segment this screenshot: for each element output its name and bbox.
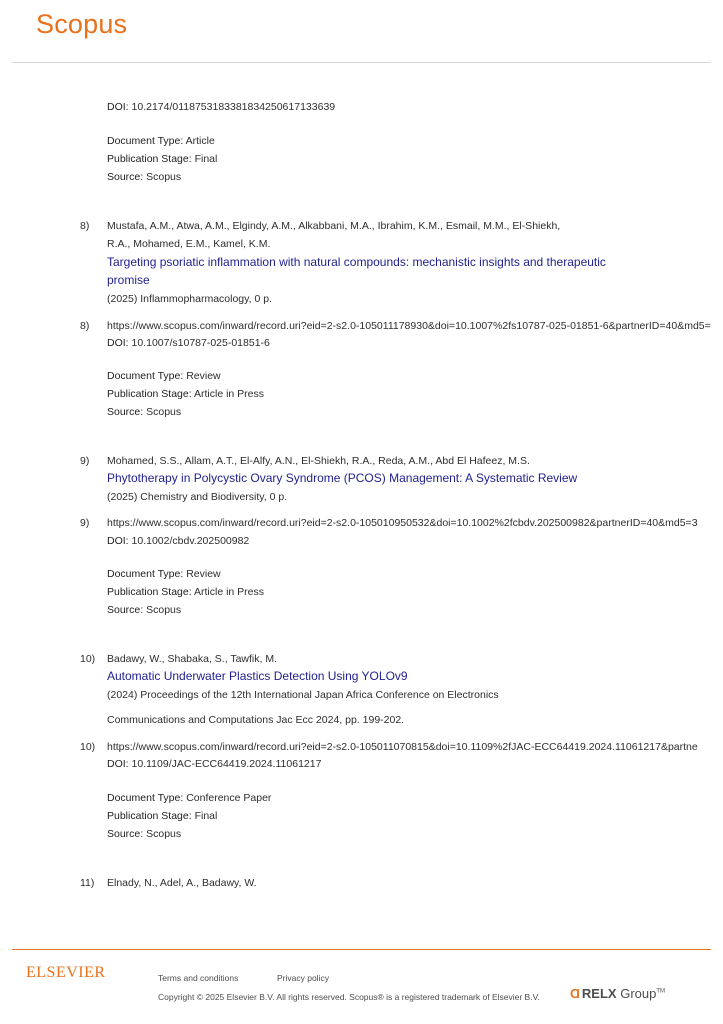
record-url-number: 9): [80, 517, 90, 529]
record-url-number: 8): [80, 320, 90, 332]
record-authors-continued: R.A., Mohamed, E.M., Kamel, K.M.: [107, 238, 271, 250]
relx-logo[interactable]: Ɑ RELX Group™: [570, 986, 666, 1001]
record-publication-stage-line: Publication Stage: Article in Press: [107, 586, 265, 598]
footer-divider: [12, 949, 711, 950]
record-number: 10): [80, 653, 96, 665]
record-title-link[interactable]: Phytotherapy in Polycystic Ovary Syndrome (PCOS) Management: A Systematic Review: [107, 471, 578, 485]
record-authors: Mohamed, S.S., Allam, A.T., El-Alfy, A.N., El-Shiekh, R.A., Reda, A.M., Abd El Hafeez, M.S.: [107, 455, 530, 467]
record-title-link-continued[interactable]: promise: [107, 273, 150, 287]
record-document-type-line: Document Type: Review: [107, 568, 221, 580]
privacy-link[interactable]: Privacy policy: [277, 973, 329, 983]
doi-line: DOI: 10.2174/0118753183381834250617133639: [107, 101, 336, 113]
copyright-text: Copyright © 2025 Elsevier B.V. All rights reserved. Scopus® is a registered trademark of Elsevier B.V.: [158, 992, 540, 1002]
record-number: 9): [80, 455, 90, 467]
record-url-number: 10): [80, 741, 96, 753]
record-doi-line: DOI: 10.1007/s10787-025-01851-6: [107, 337, 270, 349]
record-document-type-line: Document Type: Conference Paper: [107, 792, 272, 804]
record-source-line: Source: Scopus: [107, 604, 182, 616]
record-number: 11): [80, 877, 95, 889]
record-number: 8): [80, 220, 90, 232]
record-publication-stage-line: Publication Stage: Article in Press: [107, 388, 265, 400]
record-citation-continued: Communications and Computations Jac Ecc 2024, pp. 199-202.: [107, 714, 405, 726]
record-citation: (2025) Chemistry and Biodiversity, 0 p.: [107, 491, 288, 503]
record-publication-stage-line: Publication Stage: Final: [107, 810, 218, 822]
record-source-line: Source: Scopus: [107, 828, 182, 840]
record-authors: Elnady, N., Adel, A., Badawy, W.: [107, 877, 257, 889]
record-citation: (2024) Proceedings of the 12th International Japan Africa Conference on Electronics: [107, 689, 499, 701]
record-title-link[interactable]: Targeting psoriatic inflammation with natural compounds: mechanistic insights and therapeutic: [107, 255, 606, 269]
record-citation: (2025) Inflammopharmacology, 0 p.: [107, 293, 272, 305]
record-authors: Badawy, W., Shabaka, S., Tawfik, M.: [107, 653, 278, 665]
record-authors: Mustafa, A.M., Atwa, A.M., Elgindy, A.M., Alkabbani, M.A., Ibrahim, K.M., Esmail, M.M., El-Shiekh,: [107, 220, 561, 232]
record-url[interactable]: https://www.scopus.com/inward/record.uri?eid=2-s2.0-105011178930&doi=10.1007%2fs10787-025-01851-6&partnerID=40&md5=: [107, 320, 711, 332]
terms-link[interactable]: Terms and conditions: [158, 973, 239, 983]
source-line: Source: Scopus: [107, 171, 182, 183]
header-divider: [12, 62, 711, 63]
document-type-line: Document Type: Article: [107, 135, 215, 147]
relx-swirl-icon: Ɑ: [570, 986, 580, 1001]
elsevier-logo[interactable]: ELSEVIER: [26, 964, 106, 981]
record-doi-line: DOI: 10.1002/cbdv.202500982: [107, 535, 250, 547]
record-url[interactable]: https://www.scopus.com/inward/record.uri?eid=2-s2.0-105011070815&doi=10.1109%2fJAC-ECC64419.2024.11061217&partne: [107, 741, 698, 753]
scopus-logo[interactable]: Scopus: [36, 9, 128, 39]
record-title-link[interactable]: Automatic Underwater Plastics Detection Using YOLOv9: [107, 669, 408, 683]
publication-stage-line: Publication Stage: Final: [107, 153, 218, 165]
record-url[interactable]: https://www.scopus.com/inward/record.uri?eid=2-s2.0-105010950532&doi=10.1002%2fcbdv.202500982&partnerID=40&md5=3: [107, 517, 698, 529]
record-source-line: Source: Scopus: [107, 406, 182, 418]
record-doi-line: DOI: 10.1109/JAC-ECC64419.2024.11061217: [107, 758, 322, 770]
record-document-type-line: Document Type: Review: [107, 370, 221, 382]
